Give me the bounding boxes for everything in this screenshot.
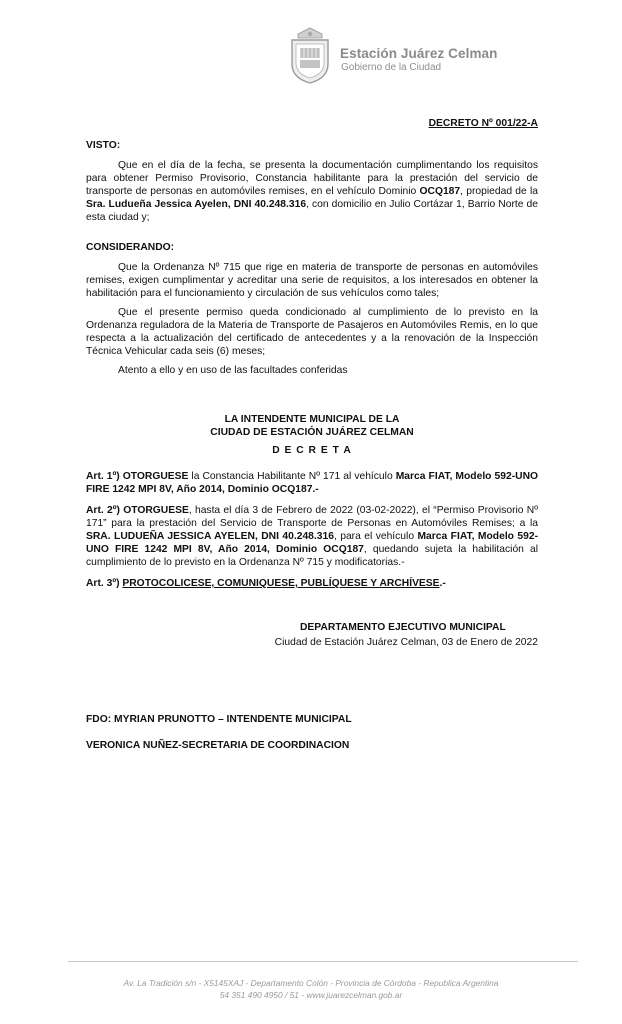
department-name: DEPARTAMENTO EJECUTIVO MUNICIPAL (300, 622, 506, 633)
footer-contact: 54 351 490 4950 / 51 - www.juarezcelman.gob.ar (219, 990, 403, 1000)
article-2 (86, 504, 538, 569)
signature-intendente: FDO: MYRIAN PRUNOTTO – INTENDENTE MUNICIPAL (86, 714, 352, 725)
decreta-heading: D E C R E T A (272, 445, 352, 456)
article-2-vehicle: Marca FIAT, Modelo 592-UNO FIRE 1242 MPI 8V, Año 2014, Dominio OCQ187 (86, 531, 539, 555)
article-1-label: Art. 1º) OTORGUESE (86, 471, 189, 482)
visto-paragraph (86, 159, 538, 224)
visto-text-c: , con domicilio en Julio Cortázar 1, Barrio Norte de esta ciudad y; (86, 199, 538, 223)
article-3-text: PROTOCOLICESE, COMUNIQUESE, PUBLÍQUESE Y ARCHÍVESE (122, 578, 440, 589)
visto-text-b: , propiedad de la (460, 186, 538, 197)
brand-subtitle: Gobierno de la Ciudad (341, 62, 442, 73)
article-1-vehicle: Marca FIAT, Modelo 592-UNO FIRE 1242 MPI 8V, Año 2014, Dominio OCQ187.- (86, 471, 539, 495)
considerando-section (86, 241, 538, 377)
visto-domain: OCQ187 (419, 186, 461, 197)
decree-number: DECRETO Nº 001/22-A (428, 118, 538, 129)
article-3-label: Art. 3º) (86, 578, 123, 589)
article-1-text: la Constancia Habilitante Nº 171 al vehículo (188, 471, 396, 482)
considerando-paragraph-2: Que el presente permiso queda condicionado al cumplimiento de lo previsto en la Ordenanza reguladora de la Materia de Transporte de Pasajeros en Automóviles Remis, en lo que respecta a la actualización del certificado de antecedentes y a la renovación de la Inspección Técnica Vehicular cada seis (6) meses; (86, 307, 538, 357)
visto-section (86, 139, 538, 224)
visto-owner: Sra. Ludueña Jessica Ayelen, DNI 40.248.316 (86, 199, 307, 210)
considerando-paragraph-3: Atento a ello y en uso de las facultades conferidas (118, 365, 348, 376)
articles-section (86, 470, 538, 590)
article-2-text-2: , para el vehículo (333, 531, 418, 542)
article-3-end: .- (439, 578, 446, 589)
municipal-seal-icon (288, 26, 332, 84)
letterhead (288, 26, 508, 86)
visto-text: Que en el día de la fecha, se presenta la documentación cumplimentando los requisitos para obtener Permiso Provisorio, Constancia habilitante para la prestación del servicio de transporte de personas en automóviles remises, en el vehículo Dominio (86, 160, 538, 197)
article-2-text: , hasta el día 3 de Febrero de 2022 (03-02-2022), el “Permiso Provisorio Nº 171” para la prestación del Servicio de Transporte de Personas en Automóviles Remises; a la (86, 505, 539, 529)
signature-secretaria: VERONICA NUÑEZ-SECRETARIA DE COORDINACION (86, 740, 350, 751)
place-date: Ciudad de Estación Juárez Celman, 03 de Enero de 2022 (274, 637, 538, 648)
authority-line-1: LA INTENDENTE MUNICIPAL DE LA (224, 414, 400, 425)
authority-line-2: CIUDAD DE ESTACIÓN JUÁREZ CELMAN (210, 427, 414, 438)
footer-address: Av. La Tradición s/n - X5145XAJ - Departamento Colón - Provincia de Córdoba - Republica Argentina (123, 978, 499, 988)
article-2-owner: SRA. LUDUEÑA JESSICA AYELEN, DNI 40.248.316 (86, 531, 334, 542)
considerando-paragraph-1: Que la Ordenanza Nº 715 que rige en materia de transporte de personas en automóviles remises, exigen cumplimentar y acreditar una serie de requisitos, a los interesados en obtener la habilitación para el funcionamiento y circulación de sus vehículos como tales; (86, 262, 538, 299)
article-1 (86, 470, 538, 496)
article-2-label: Art. 2º) OTORGUESE (86, 505, 189, 516)
authority-block (86, 413, 538, 457)
visto-heading: VISTO: (86, 140, 121, 151)
article-3 (86, 577, 538, 590)
article-2-text-3: , quedando sujeta la habilitación al cumplimiento de lo previsto en la Ordenanza Nº 715 y modificatorias.- (86, 544, 538, 568)
footer-divider (68, 961, 578, 962)
brand-name: Estación Juárez Celman (340, 46, 498, 61)
considerando-heading: CONSIDERANDO: (86, 242, 175, 253)
